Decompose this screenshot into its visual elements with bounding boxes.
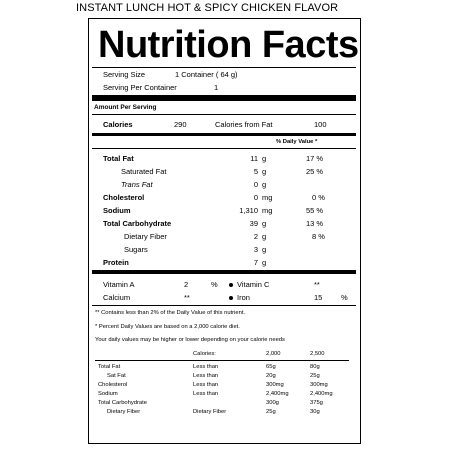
nutrient-dv: 55 %: [306, 206, 324, 215]
nutrient-label: Cholesterol: [103, 193, 145, 202]
dv-row-cond: Less than: [193, 391, 219, 397]
nutrient-dv: 0 %: [312, 193, 325, 202]
footnote-less-than-2: ** Contains less than 2% of the Daily Value of this nutrient.: [95, 310, 246, 316]
vitamin-a-label: Vitamin A: [103, 280, 135, 289]
dv-row-v2: 375g: [310, 400, 323, 406]
iron-label: Iron: [237, 293, 250, 302]
dv-row-cond: Dietary Fiber: [193, 409, 227, 415]
nutrient-label: Total Fat: [103, 154, 134, 163]
vitamin-a-value: 2: [184, 280, 189, 289]
dv-row-v2: 300mg: [310, 382, 328, 388]
dv-row-v1: 300g: [266, 400, 279, 406]
nutrition-facts-panel: [88, 18, 361, 444]
nutrition-facts-heading: Nutrition Facts: [98, 24, 359, 66]
footnote-percent-dv: * Percent Daily Values are based on a 2,000 calorie diet.: [95, 324, 240, 330]
nutrient-label: Protein: [103, 258, 129, 267]
dv-row-cond: Less than: [193, 373, 219, 379]
nutrient-unit: g: [262, 154, 267, 163]
nutrient-amount: 2: [253, 232, 258, 241]
nutrient-unit: g: [262, 167, 267, 176]
medium-rule: [92, 133, 356, 136]
dv-row-name: Total Fat: [98, 364, 121, 370]
nutrient-unit: g: [262, 258, 267, 267]
nutrient-label: Total Carbohydrate: [103, 219, 172, 228]
product-title: INSTANT LUNCH HOT & SPICY CHICKEN FLAVOR: [76, 2, 339, 14]
nutrient-label: Sodium: [103, 206, 131, 215]
iron-percent: %: [341, 293, 348, 302]
dv-row-name: Dietary Fiber: [107, 409, 141, 415]
nutrient-label: Trans Fat: [121, 180, 153, 189]
serving-size-value: 1 Container ( 64 g): [175, 70, 238, 79]
dv-table-calories-label: Calories:: [193, 351, 216, 357]
nutrient-dv: 8 %: [312, 232, 325, 241]
divider: [92, 67, 356, 68]
medium-rule: [92, 270, 356, 274]
dv-row-name: Cholesterol: [98, 382, 128, 388]
thick-rule: [92, 95, 356, 101]
servings-per-container-label: Serving Per Container: [103, 83, 177, 92]
nutrient-unit: g: [262, 180, 267, 189]
dv-row-v2: 25g: [310, 373, 320, 379]
dv-row-cond: Less than: [193, 364, 219, 370]
calories-from-fat-value: 100: [314, 120, 327, 129]
vitamin-a-percent: %: [211, 280, 218, 289]
divider: [92, 148, 356, 149]
nutrient-amount: 0: [253, 193, 258, 202]
nutrient-label: Dietary Fiber: [124, 232, 167, 241]
nutrient-dv: 17 %: [306, 154, 324, 163]
calories-value: 290: [174, 120, 187, 129]
dv-row-v1: 65g: [266, 364, 276, 370]
nutrient-unit: mg: [262, 206, 273, 215]
nutrient-amount: 1,310: [239, 206, 258, 215]
calcium-label: Calcium: [103, 293, 131, 302]
divider: [92, 114, 356, 115]
dv-row-v1: 300mg: [266, 382, 284, 388]
vitamin-c-label: Vitamin C: [237, 280, 270, 289]
dv-row-v1: 25g: [266, 409, 276, 415]
nutrient-label: Saturated Fat: [121, 167, 167, 176]
dv-row-cond: Less than: [193, 382, 219, 388]
nutrient-label: Sugars: [124, 245, 148, 254]
divider: [95, 360, 349, 361]
nutrient-dv: 13 %: [306, 219, 324, 228]
dv-row-v1: 20g: [266, 373, 276, 379]
nutrient-amount: 11: [250, 154, 258, 163]
dv-row-v2: 80g: [310, 364, 320, 370]
nutrient-amount: 3: [253, 245, 258, 254]
nutrient-dv: 25 %: [306, 167, 324, 176]
servings-per-container-value: 1: [214, 83, 219, 92]
dv-table-col-2500: 2,500: [310, 351, 325, 357]
daily-value-header: % Daily Value *: [276, 139, 318, 145]
calcium-value: **: [184, 293, 190, 302]
nutrient-amount: 7: [253, 258, 258, 267]
dv-row-v2: 30g: [310, 409, 320, 415]
nutrient-amount: 0: [253, 180, 258, 189]
nutrient-amount: 5: [253, 167, 258, 176]
bullet-icon: [229, 296, 233, 300]
dv-table-col-2000: 2,000: [266, 351, 281, 357]
dv-row-name: Sodium: [98, 391, 118, 397]
nutrient-unit: g: [262, 219, 267, 228]
nutrient-unit: g: [262, 245, 267, 254]
nutrient-unit: g: [262, 232, 267, 241]
footnote-may-vary: Your daily values may be higher or lower depending on your calorie needs: [95, 337, 285, 343]
nutrient-amount: 39: [249, 219, 258, 228]
calories-label: Calories: [103, 120, 133, 129]
serving-size-label: Serving Size: [103, 70, 146, 79]
amount-per-serving: Amount Per Serving: [94, 104, 157, 111]
dv-row-v2: 2,400mg: [310, 391, 333, 397]
divider: [92, 305, 356, 306]
iron-value: 15: [314, 293, 323, 302]
bullet-icon: [229, 283, 233, 287]
calories-from-fat-label: Calories from Fat: [215, 120, 273, 129]
dv-row-v1: 2,400mg: [266, 391, 289, 397]
dv-row-name: Sat Fat: [107, 373, 126, 379]
nutrient-unit: mg: [262, 193, 273, 202]
dv-row-name: Total Carbohydrate: [98, 400, 147, 406]
vitamin-c-value: **: [314, 280, 320, 289]
